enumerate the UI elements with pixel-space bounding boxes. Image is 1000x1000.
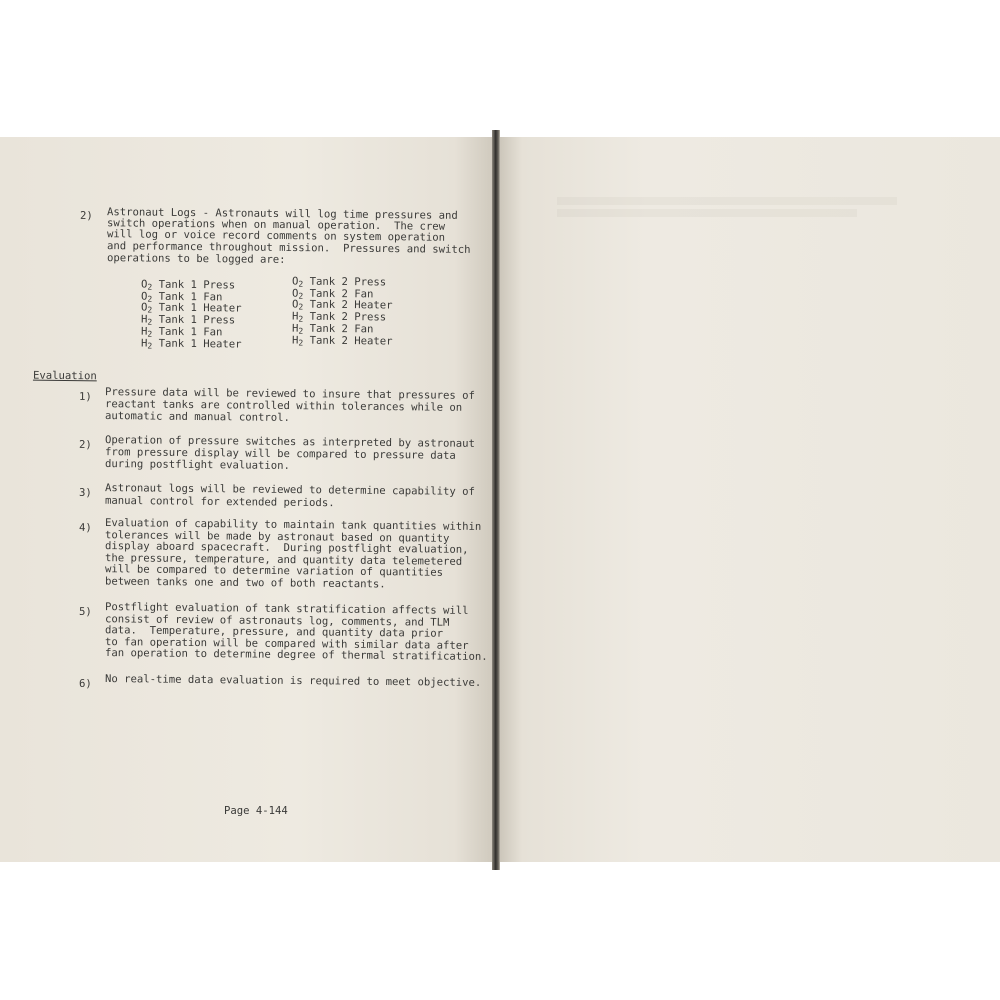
- page-number: Page 4-144: [224, 805, 288, 817]
- list-number: 3): [78, 486, 92, 500]
- paragraph-line: Evaluation of capability to maintain tank quantities within: [104, 517, 482, 533]
- right-page: [497, 137, 1000, 862]
- logged-item: H2 Tank 2 Press: [291, 310, 387, 324]
- logged-item: H2 Tank 2 Fan: [291, 322, 374, 336]
- paragraph-line: automatic and manual control.: [104, 410, 291, 424]
- paragraph-line: operations to be logged are:: [106, 251, 286, 266]
- list-number: 1): [78, 390, 92, 404]
- paragraph-line: Astronaut Logs - Astronauts will log time pressures and: [106, 206, 458, 222]
- paragraph-line: Pressure data will be reviewed to insure that pressures of: [104, 386, 475, 402]
- logged-item: O2 Tank 1 Fan: [140, 290, 223, 304]
- paragraph-line: tolerances will be made by astronaut based on quantity: [104, 528, 450, 545]
- list-number: 4): [78, 521, 92, 535]
- logged-item: O2 Tank 2 Heater: [291, 298, 393, 312]
- logged-item: O2 Tank 2 Press: [291, 275, 387, 289]
- left-page: [0, 137, 494, 862]
- paragraph-line: will log or voice record comments on system operation: [106, 228, 446, 245]
- logged-item: O2 Tank 2 Fan: [291, 287, 374, 301]
- logged-item: H2 Tank 1 Heater: [140, 336, 242, 351]
- paragraph-line: fan operation to determine degree of thermal stratification.: [104, 646, 488, 664]
- logged-item: H2 Tank 1 Press: [140, 313, 236, 327]
- logged-item: H2 Tank 1 Fan: [140, 325, 223, 339]
- paragraph-line: and performance throughout mission. Pressures and switch: [106, 239, 471, 256]
- list-number: 5): [78, 605, 92, 619]
- logged-item: H2 Tank 2 Heater: [291, 333, 393, 348]
- paragraph-line: No real-time data evaluation is required to meet objective.: [104, 673, 482, 689]
- paragraph-line: Astronaut logs will be reviewed to determine capability of: [104, 482, 475, 498]
- list-number: 6): [78, 677, 92, 691]
- paragraph-line: to fan operation will be compared with similar data after: [104, 635, 469, 652]
- paragraph-line: the pressure, temperature, and quantity data telemetered: [104, 551, 463, 568]
- paragraph-line: reactant tanks are controlled within tolerances while on: [104, 397, 463, 414]
- paragraph-line: consist of review of astronauts log, comments, and TLM: [104, 612, 450, 629]
- paragraph-line: manual control for extended periods.: [104, 494, 335, 509]
- paragraph-line: switch operations when on manual operation. The crew: [106, 217, 446, 233]
- paragraph-line: during postflight evaluation.: [104, 458, 291, 472]
- paragraph-line: display aboard spacecraft. During postflight evaluation,: [104, 540, 469, 556]
- logged-item: O2 Tank 1 Heater: [140, 301, 242, 315]
- list-number: 2): [78, 438, 92, 452]
- paragraph-line: Postflight evaluation of tank stratification affects will: [104, 601, 469, 617]
- paragraph-line: data. Temperature, pressure, and quantity data prior: [104, 624, 444, 640]
- section-heading: Evaluation: [32, 369, 97, 383]
- list-number: 2): [79, 209, 93, 223]
- book-gutter: [492, 130, 500, 870]
- logged-item: O2 Tank 1 Press: [140, 278, 236, 292]
- paragraph-line: between tanks one and two of both reactants.: [104, 575, 386, 590]
- paragraph-line: from pressure display will be compared to pressure data: [104, 445, 456, 462]
- paragraph-line: Operation of pressure switches as interpreted by astronaut: [104, 434, 475, 450]
- paragraph-line: will be compared to determine variation of quantities: [104, 563, 444, 579]
